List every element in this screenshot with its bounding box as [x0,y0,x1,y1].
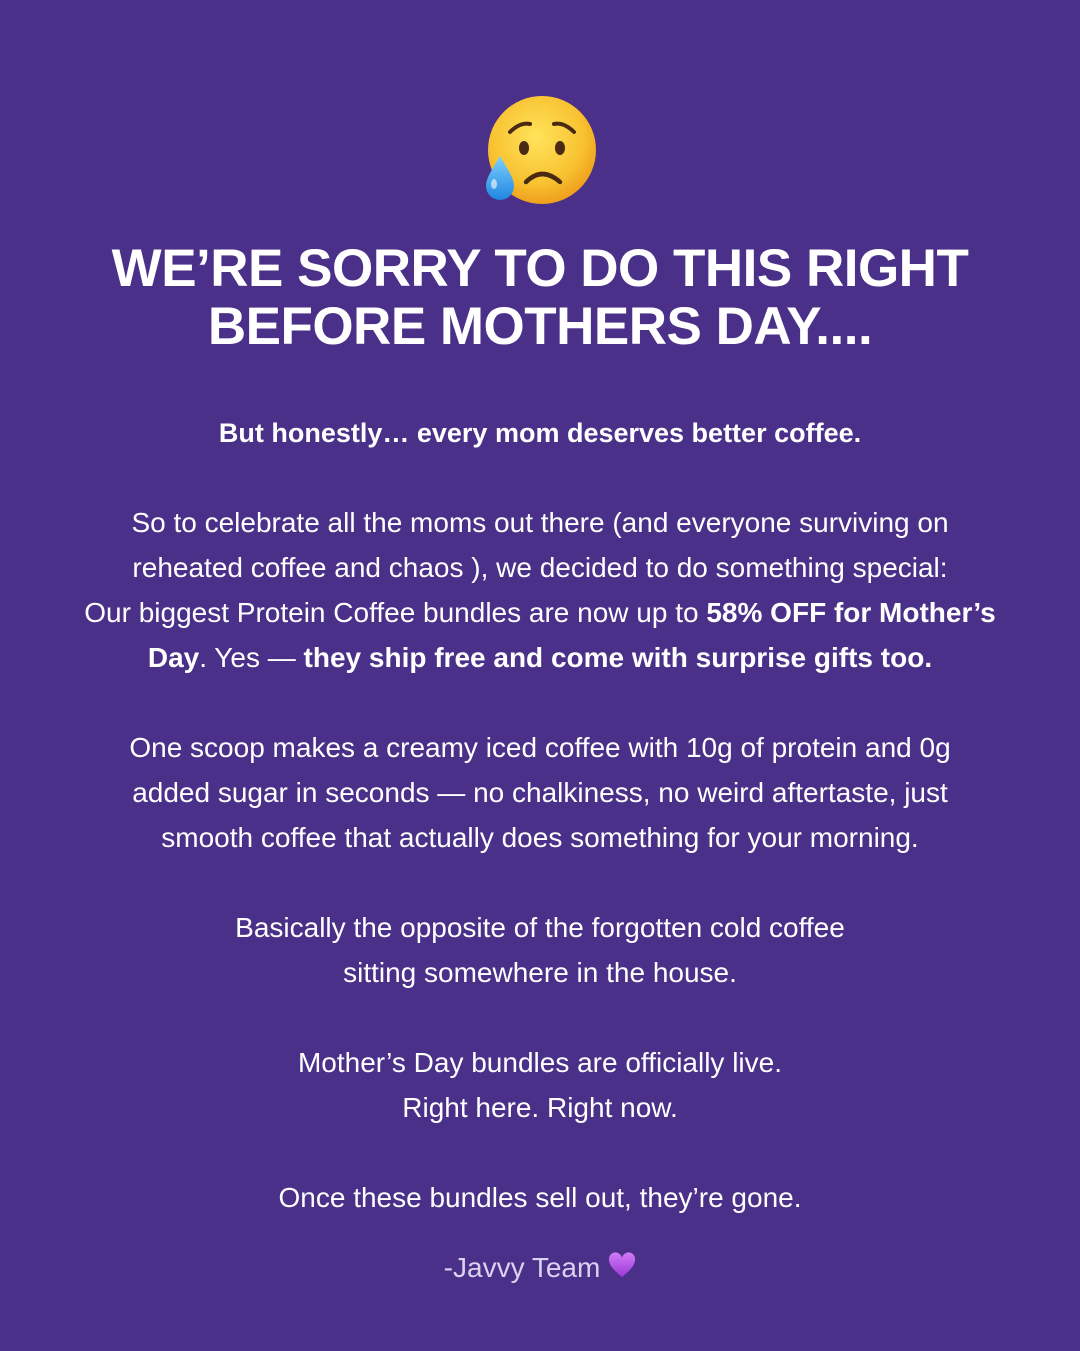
headline-line-1: WE’RE SORRY TO DO THIS RIGHT [111,239,969,298]
discount-highlight: 58% OFF for Mother’s [706,597,996,628]
offer-line-1: So to celebrate all the moms out there (and everyone surviving on [131,507,949,538]
live-line-2: Right here. Right now. [402,1092,678,1123]
cold-coffee-line-2: sitting somewhere in the house. [343,957,737,988]
paragraph-live [50,1040,1030,1130]
offer-line-4 [50,635,1030,680]
discount-highlight-end: Day [147,642,200,673]
live-line-1: Mother’s Day bundles are officially live. [297,1047,782,1078]
cold-coffee-line-1: Basically the opposite of the forgotten cold coffee [235,912,845,943]
offer-line-3 [50,590,1030,635]
headline [60,240,1020,356]
product-line-1: One scoop makes a creamy iced coffee with 10g of protein and 0g [129,732,951,763]
paragraph-offer [50,500,1030,680]
free-shipping-highlight: they ship free and come with surprise gifts too. [303,642,933,673]
sad-but-relieved-face-icon [484,96,596,208]
paragraph-product [50,725,1030,860]
product-line-2: added sugar in seconds — no chalkiness, no weird aftertaste, just [132,777,948,808]
offer-line-4-text: . Yes — [199,642,304,673]
offer-line-2: reheated coffee and chaos ), we decided to do something special: [132,552,948,583]
intro-text: But honestly… every mom deserves better coffee. [218,418,862,448]
purple-heart-icon [608,1248,636,1276]
product-line-3: smooth coffee that actually does something for your morning. [161,822,919,853]
offer-line-3-text: Our biggest Protein Coffee bundles are now up to [84,597,707,628]
signature [50,1245,1030,1290]
headline-line-2: BEFORE MOTHERS DAY.... [207,297,873,356]
paragraph-sell-out: Once these bundles sell out, they’re gone. [278,1182,802,1213]
signature-text: -Javvy Team [443,1252,601,1283]
paragraph-cold-coffee [50,905,1030,995]
